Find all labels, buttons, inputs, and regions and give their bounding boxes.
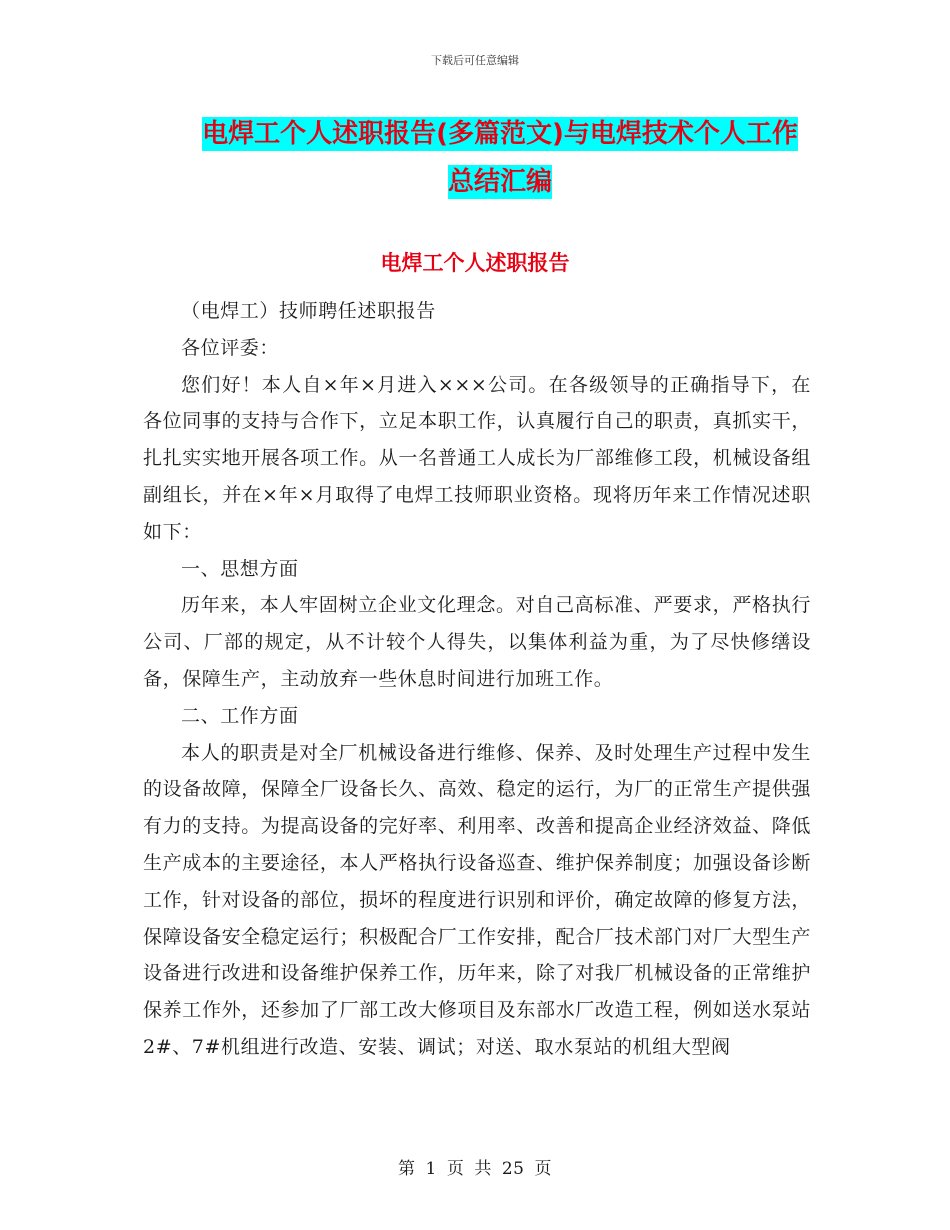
section-title: 电焊工个人述职报告 [380, 251, 570, 275]
document-body [143, 293, 811, 1066]
paragraph-introduction: 您们好！本人自×年×月进入×××公司。在各级领导的正确指导下，在各位同事的支持与合作下，立足本职工作，认真履行自己的职责，真抓实干，扎扎实实地开展各项工作。从一名普通工人成长为厂部维修工段，机械设备组副组长，并在×年×月取得了电焊工技师职业资格。现将历年来工作情况述职如下： [143, 373, 811, 543]
page-header-note: 下载后可任意编辑 [431, 54, 519, 67]
paragraph-heading-thought: 一、思想方面 [181, 557, 299, 580]
footer-page-unit: 页 [446, 1159, 465, 1179]
document-title [190, 110, 810, 206]
footer-total-unit: 页 [534, 1159, 552, 1179]
paragraph-subtitle: （电焊工）技师聘任述职报告 [181, 300, 436, 322]
footer-total-label: 共 [474, 1159, 492, 1179]
paragraph-thought: 历年来，本人牢固树立企业文化理念。对自己高标准、严要求，严格执行公司、厂部的规定，从不计较个人得失，以集体利益为重，为了尽快修缮设备，保障生产，主动放弃一些休息时间进行加班工作。 [143, 594, 811, 690]
footer-page-number: 1 [425, 1159, 437, 1179]
paragraph-work: 本人的职责是对全厂机械设备进行维修、保养、及时处理生产过程中发生的设备故障，保障全厂设备长久、高效、稳定的运行，为厂的正常生产提供强有力的支持。为提高设备的完好率、利用率、改善和提高企业经济效益、降低生产成本的主要途径，本人严格执行设备巡查、维护保养制度；加强设备诊断工作，针对设备的部位，损坏的程度进行识别和评价，确定故障的修复方法，保障设备安全稳定运行；积极配合厂工作安排，配合厂技术部门对厂大型生产设备进行改进和设备维护保养工作，历年来，除了对我厂机械设备的正常维护保养工作外，还参加了厂部工改大修项目及东部水厂改造工程，例如送水泵站2#、7#机组进行改造、安装、调试；对送、取水泵站的机组大型阀 [143, 741, 811, 1058]
footer-page-label: 第 [398, 1159, 416, 1179]
paragraph-heading-work: 二、工作方面 [181, 704, 299, 727]
footer-total-pages: 25 [501, 1159, 525, 1179]
document-title-line-1: 电焊工个人述职报告(多篇范文)与电焊技术个人工作 [202, 119, 798, 149]
page-footer [0, 1154, 950, 1179]
document-title-line-2: 总结汇编 [447, 167, 552, 197]
paragraph-salutation: 各位评委： [181, 336, 280, 359]
